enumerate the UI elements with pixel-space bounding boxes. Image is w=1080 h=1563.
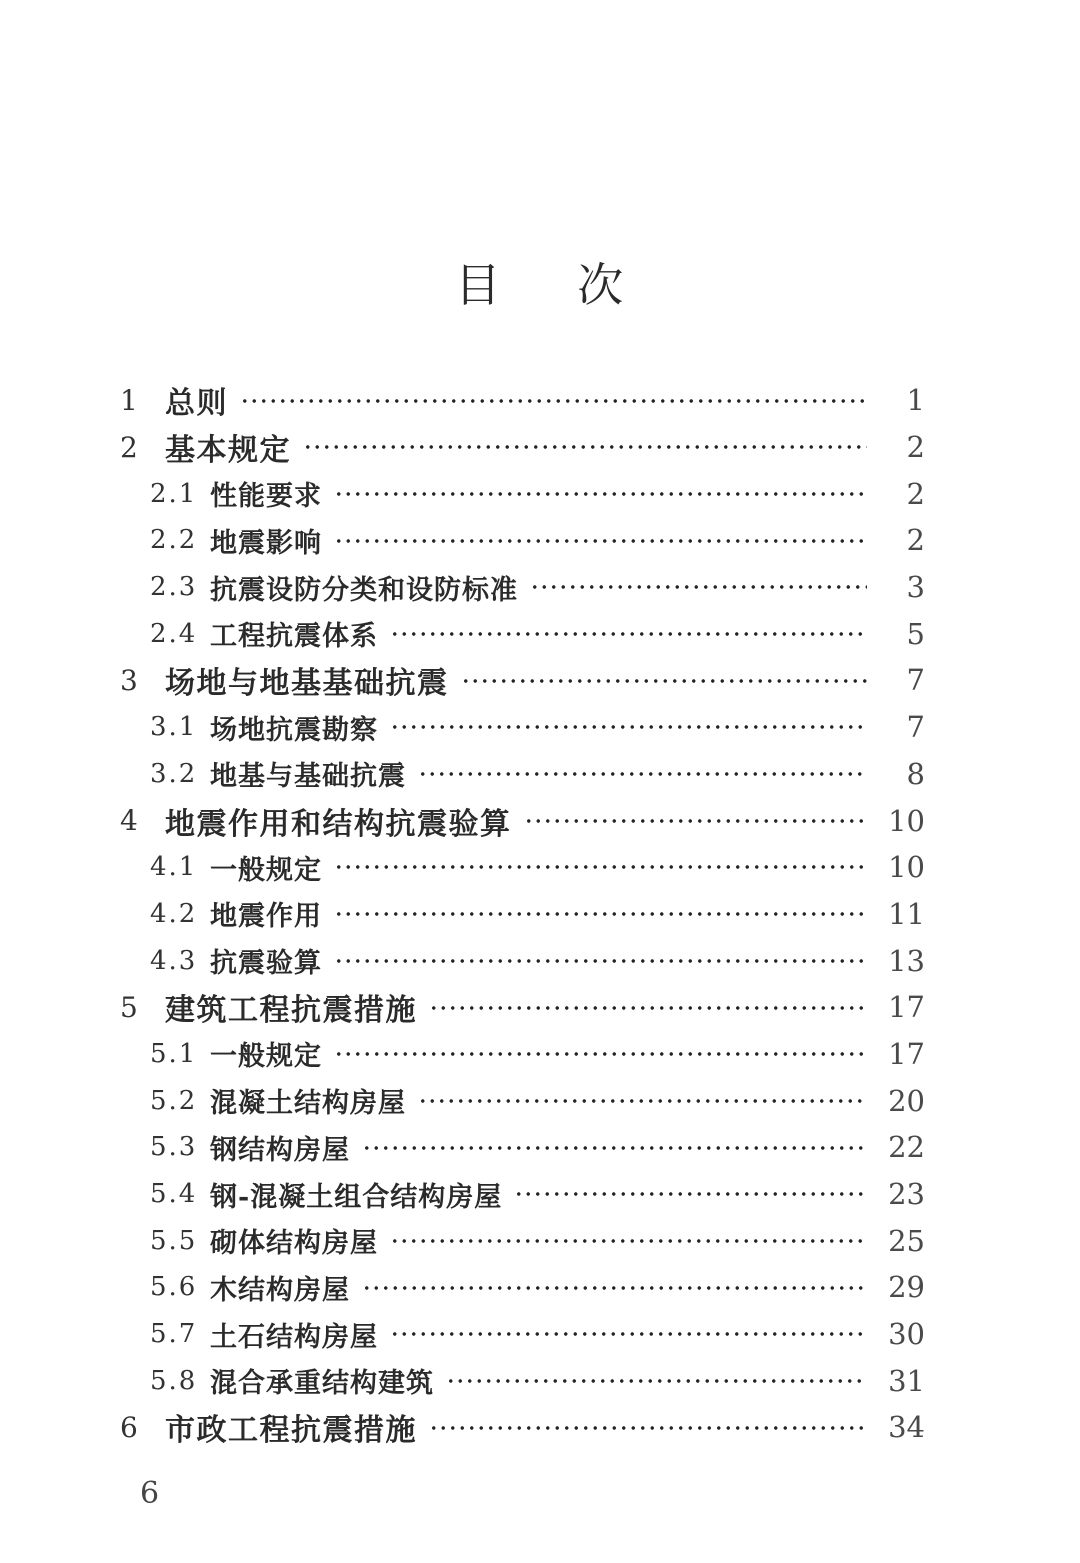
toc-entry — [120, 424, 925, 471]
entry-number: 2.4 — [150, 618, 198, 649]
toc-entry — [120, 1077, 925, 1124]
entry-number: 2.3 — [150, 572, 198, 603]
page-title: 目 次 — [454, 258, 626, 312]
dot-leader — [390, 610, 867, 657]
toc-entry — [120, 657, 925, 704]
dot-leader — [390, 1217, 867, 1264]
entry-page-number: 17 — [888, 990, 925, 1025]
dot-leader — [429, 1404, 867, 1451]
entry-page-number: 2 — [906, 523, 925, 558]
entry-number: 5.6 — [150, 1272, 198, 1303]
entry-number: 5.2 — [150, 1085, 198, 1116]
entry-number: 1 — [120, 383, 140, 417]
toc-entry — [120, 984, 925, 1031]
entry-number: 5.5 — [150, 1225, 198, 1256]
entry-label: 场地与地基基础抗震 — [165, 667, 449, 701]
dot-leader — [418, 1077, 867, 1124]
entry-page-number: 25 — [888, 1223, 925, 1258]
entry-number: 3.1 — [150, 712, 198, 743]
toc-entry — [120, 1031, 925, 1078]
dot-leader — [429, 984, 867, 1031]
entry-label: 土石结构房屋 — [210, 1321, 378, 1353]
entry-number: 4.3 — [150, 945, 198, 976]
entry-page-number: 1 — [906, 383, 925, 418]
entry-label: 混凝土结构房屋 — [210, 1088, 406, 1120]
entry-number: 5.7 — [150, 1319, 198, 1350]
entry-number: 2.2 — [150, 525, 198, 556]
entry-page-number: 23 — [888, 1177, 925, 1212]
entry-number: 5.3 — [150, 1132, 198, 1163]
entry-page-number: 7 — [906, 710, 925, 745]
entry-label: 抗震设防分类和设防标准 — [210, 574, 518, 606]
entry-label: 钢-混凝土组合结构房屋 — [210, 1181, 503, 1213]
entry-label: 地震作用 — [210, 901, 322, 933]
toc-entry — [120, 1404, 925, 1451]
entry-page-number: 30 — [888, 1317, 925, 1352]
toc-entry — [120, 1171, 925, 1218]
entry-number: 5.4 — [150, 1179, 198, 1210]
toc-entry — [120, 891, 925, 938]
dot-leader — [362, 1124, 867, 1171]
entry-label: 地基与基础抗震 — [210, 761, 406, 793]
entry-label: 钢结构房屋 — [210, 1134, 350, 1166]
entry-page-number: 20 — [888, 1083, 925, 1118]
toc-entry — [120, 517, 925, 564]
entry-number: 5 — [120, 990, 140, 1024]
entry-page-number: 3 — [906, 570, 925, 605]
entry-number: 4.2 — [150, 898, 198, 929]
entry-page-number: 17 — [888, 1036, 925, 1071]
toc-entry — [120, 470, 925, 517]
folio-page-number: 6 — [140, 1476, 160, 1511]
toc-entry — [120, 610, 925, 657]
entry-number: 5.1 — [150, 1038, 198, 1069]
dot-leader — [334, 891, 867, 938]
dot-leader — [514, 1171, 867, 1218]
entry-label: 市政工程抗震措施 — [165, 1414, 417, 1448]
entry-label: 混合承重结构建筑 — [210, 1368, 434, 1400]
entry-number: 4 — [120, 804, 140, 838]
entry-page-number: 2 — [906, 430, 925, 465]
dot-leader — [461, 657, 868, 704]
entry-label: 地震影响 — [210, 527, 322, 559]
entry-number: 4.1 — [150, 852, 198, 883]
entry-page-number: 10 — [888, 850, 925, 885]
entry-page-number: 5 — [906, 616, 925, 651]
toc-entry — [120, 1357, 925, 1404]
entry-label: 抗震验算 — [210, 948, 322, 980]
entry-page-number: 2 — [906, 476, 925, 511]
dot-leader — [418, 751, 867, 798]
entry-page-number: 10 — [888, 803, 925, 838]
entry-page-number: 8 — [906, 756, 925, 791]
entry-label: 工程抗震体系 — [210, 621, 378, 653]
dot-leader — [334, 517, 867, 564]
entry-number: 3 — [120, 663, 140, 697]
dot-leader — [240, 377, 867, 424]
dot-leader — [390, 704, 867, 751]
toc-entry — [120, 751, 925, 798]
entry-page-number: 31 — [888, 1363, 925, 1398]
entry-label: 总则 — [165, 387, 228, 421]
toc-entry — [120, 704, 925, 751]
entry-number: 5.8 — [150, 1365, 198, 1396]
entry-page-number: 13 — [888, 943, 925, 978]
dot-leader — [390, 1311, 867, 1358]
entry-page-number: 7 — [906, 663, 925, 698]
entry-number: 3.2 — [150, 758, 198, 789]
dot-leader — [334, 470, 867, 517]
dot-leader — [334, 937, 867, 984]
dot-leader — [530, 564, 867, 611]
toc-entry — [120, 797, 925, 844]
entry-label: 一般规定 — [210, 854, 322, 886]
dot-leader — [524, 797, 868, 844]
dot-leader — [446, 1357, 867, 1404]
toc-entry — [120, 1264, 925, 1311]
toc-entry — [120, 844, 925, 891]
dot-leader — [334, 1031, 867, 1078]
toc-entry — [120, 1124, 925, 1171]
entry-page-number: 22 — [888, 1130, 925, 1165]
entry-label: 性能要求 — [210, 481, 322, 513]
entry-label: 木结构房屋 — [210, 1274, 350, 1306]
toc-list — [120, 377, 925, 1451]
entry-label: 砌体结构房屋 — [210, 1228, 378, 1260]
entry-number: 2.1 — [150, 478, 198, 509]
entry-label: 建筑工程抗震措施 — [165, 994, 417, 1028]
entry-page-number: 29 — [888, 1270, 925, 1305]
entry-page-number: 34 — [888, 1410, 925, 1445]
dot-leader — [362, 1264, 867, 1311]
toc-entry — [120, 937, 925, 984]
entry-number: 2 — [120, 430, 140, 464]
toc-entry — [120, 1217, 925, 1264]
toc-entry — [120, 564, 925, 611]
entry-label: 地震作用和结构抗震验算 — [165, 807, 512, 841]
toc-entry — [120, 1311, 925, 1358]
entry-number: 6 — [120, 1410, 140, 1444]
entry-page-number: 11 — [888, 896, 925, 931]
toc-entry — [120, 377, 925, 424]
entry-label: 一般规定 — [210, 1041, 322, 1073]
dot-leader — [303, 424, 867, 471]
entry-label: 基本规定 — [165, 434, 291, 468]
dot-leader — [334, 844, 867, 891]
entry-label: 场地抗震勘察 — [210, 714, 378, 746]
